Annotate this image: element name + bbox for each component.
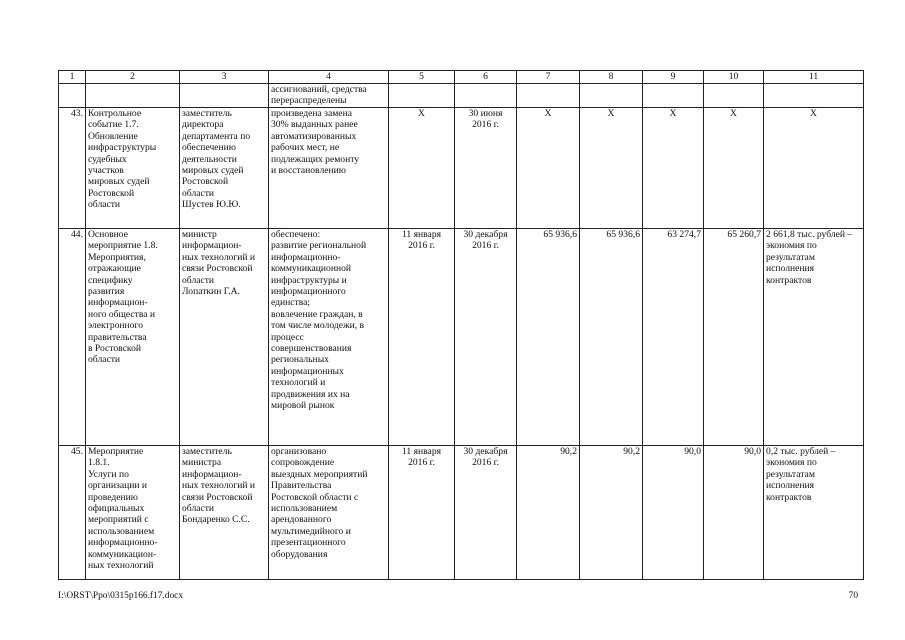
column-number: 10 [704, 71, 764, 84]
row-number: 44. [59, 229, 86, 446]
value-cell: 65 936,6 [517, 229, 580, 446]
row-number: 45. [59, 446, 86, 580]
event-cell: Мероприятие 1.8.1. Услуги по организации и проведению официальных мероприятий с использованием информационно- коммуникацион- ных технологий [86, 446, 180, 580]
value-cell: 63 274,7 [643, 229, 704, 446]
value-cell: 65 260,7 [704, 229, 764, 446]
value-cell [517, 84, 580, 108]
note-cell: 2 661,8 тыс. рублей – экономия по результатам исполнения контрактов [764, 229, 864, 446]
result-cell: произведена замена 30% выданных ранее автоматизированных рабочих мест, не подлежащих ремонту и восстановлению [269, 108, 389, 229]
responsible-cell: заместитель министра информацион- ных технологий и связи Ростовской области Бондаренко С.С. [180, 446, 269, 580]
table-row [59, 229, 864, 446]
table-row [59, 84, 864, 108]
start-date-cell [389, 84, 455, 108]
event-cell [86, 84, 180, 108]
event-cell: Контрольное событие 1.7. Обновление инфраструктуры судебных участков мировых судей Ростовской области [86, 108, 180, 229]
end-date-cell: 30 декабря 2016 г. [455, 229, 517, 446]
column-number: 1 [59, 71, 86, 84]
end-date-cell: 30 декабря 2016 г. [455, 446, 517, 580]
column-number: 4 [269, 71, 389, 84]
result-cell: организовано сопровождение выездных мероприятий Правительства Ростовской области с использованием арендованного мультимедийного и презентационного оборудования [269, 446, 389, 580]
result-cell: ассигнований, средства перераспределены [269, 84, 389, 108]
value-cell: Х [643, 108, 704, 229]
result-cell: обеспечено: развитие региональной информационно- коммуникационной инфраструктуры и информационного единства; вовлечение граждан, в том числе молодежи, в процесс совершенствования региональных информационных технологий и продвижения их на мировой рынок [269, 229, 389, 446]
value-cell: 90,0 [704, 446, 764, 580]
row-number: 43. [59, 108, 86, 229]
column-number: 3 [180, 71, 269, 84]
value-cell [643, 84, 704, 108]
start-date-cell: 11 января 2016 г. [389, 229, 455, 446]
note-cell [764, 84, 864, 108]
page-number: 70 [848, 591, 858, 601]
row-number [59, 84, 86, 108]
end-date-cell: 30 июня 2016 г. [455, 108, 517, 229]
value-cell [704, 84, 764, 108]
event-cell: Основное мероприятие 1.8. Мероприятия, отражающие специфику развития информацион- ного общества и электронного правительства в Ростовской области [86, 229, 180, 446]
report-table [58, 70, 864, 580]
column-number-row [59, 71, 864, 84]
responsible-cell [180, 84, 269, 108]
value-cell: 90,2 [517, 446, 580, 580]
responsible-cell: заместитель директора департамента по обеспечению деятельности мировых судей Ростовской области Шустев Ю.Ю. [180, 108, 269, 229]
column-number: 7 [517, 71, 580, 84]
start-date-cell: Х [389, 108, 455, 229]
start-date-cell: 11 января 2016 г. [389, 446, 455, 580]
end-date-cell [455, 84, 517, 108]
note-cell: 0,2 тыс. рублей – экономия по результатам исполнения контрактов [764, 446, 864, 580]
value-cell: Х [517, 108, 580, 229]
footer-file-path: I:\ORST\Ppo\0315p166.f17.docx [58, 591, 184, 601]
column-number: 8 [580, 71, 643, 84]
value-cell: Х [704, 108, 764, 229]
value-cell: 90,0 [643, 446, 704, 580]
table-row [59, 446, 864, 580]
responsible-cell: министр информацион- ных технологий и связи Ростовской области Лопаткин Г.А. [180, 229, 269, 446]
column-number: 9 [643, 71, 704, 84]
note-cell: Х [764, 108, 864, 229]
column-number: 6 [455, 71, 517, 84]
table-row [59, 108, 864, 229]
value-cell: Х [580, 108, 643, 229]
value-cell [580, 84, 643, 108]
value-cell: 65 936,6 [580, 229, 643, 446]
column-number: 2 [86, 71, 180, 84]
column-number: 11 [764, 71, 864, 84]
column-number: 5 [389, 71, 455, 84]
value-cell: 90,2 [580, 446, 643, 580]
